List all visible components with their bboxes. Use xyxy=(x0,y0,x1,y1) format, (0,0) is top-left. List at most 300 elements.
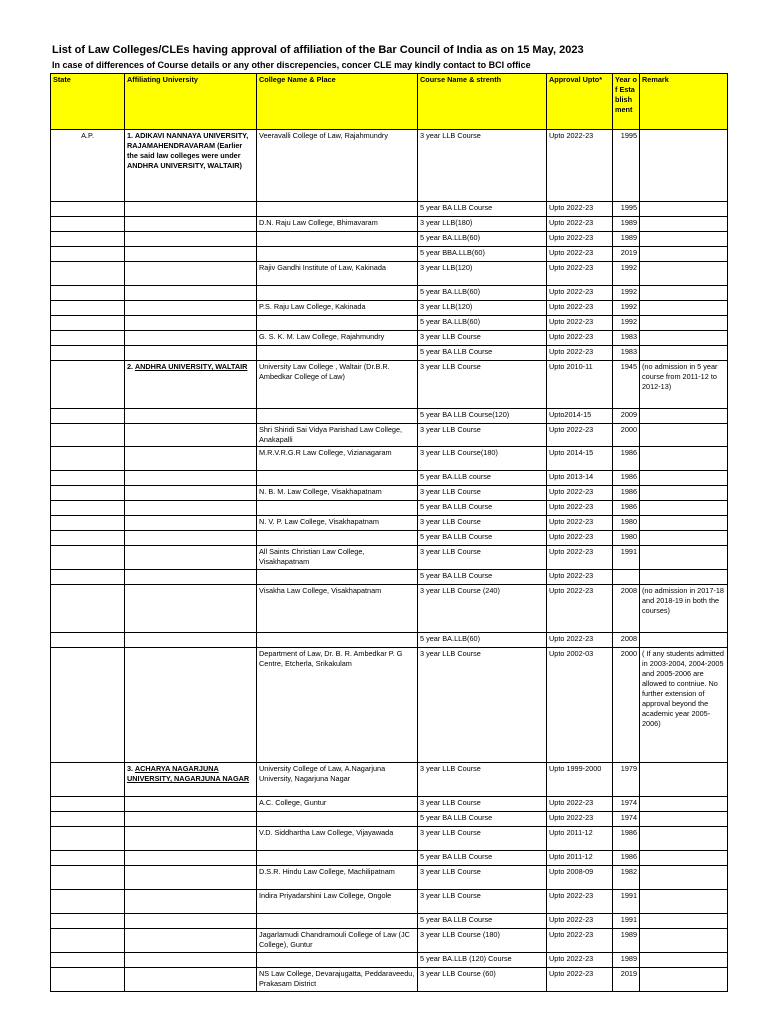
university-cell xyxy=(125,301,257,316)
course-cell: 3 year LLB Course xyxy=(418,424,547,447)
approval-cell: Upto 2022-23 xyxy=(547,346,613,361)
approval-cell: Upto 2008-09 xyxy=(547,866,613,890)
state-cell xyxy=(51,968,125,992)
table-row xyxy=(51,827,728,851)
approval-cell: Upto 2002-03 xyxy=(547,648,613,763)
state-cell xyxy=(51,797,125,812)
course-cell: 3 year LLB Course xyxy=(418,648,547,763)
approval-cell: Upto 2022-23 xyxy=(547,546,613,570)
college-cell xyxy=(257,471,418,486)
remark-cell xyxy=(640,217,728,232)
course-cell: 5 year BA LLB Course xyxy=(418,914,547,929)
university-cell xyxy=(125,531,257,546)
college-cell: P.S. Raju Law College, Kakinada xyxy=(257,301,418,316)
state-cell xyxy=(51,546,125,570)
header-university: Affiliating University xyxy=(125,74,257,130)
state-cell: A.P. xyxy=(51,130,125,202)
remark-cell xyxy=(640,633,728,648)
year-cell: 1980 xyxy=(613,531,640,546)
college-cell: D.N. Raju Law College, Bhimavaram xyxy=(257,217,418,232)
table-row xyxy=(51,929,728,953)
college-cell xyxy=(257,851,418,866)
table-row xyxy=(51,531,728,546)
state-cell xyxy=(51,471,125,486)
course-cell: 3 year LLB Course(180) xyxy=(418,447,547,471)
remark-cell xyxy=(640,546,728,570)
approval-cell: Upto 1999-2000 xyxy=(547,763,613,797)
remark-cell xyxy=(640,866,728,890)
college-cell: All Saints Christian Law College, Visakhapatnam xyxy=(257,546,418,570)
remark-cell xyxy=(640,316,728,331)
college-cell: University Law College , Waltair (Dr.B.R. Ambedkar College of Law) xyxy=(257,361,418,409)
remark-cell xyxy=(640,797,728,812)
remark-cell xyxy=(640,232,728,247)
remark-cell xyxy=(640,471,728,486)
state-cell xyxy=(51,929,125,953)
university-cell xyxy=(125,929,257,953)
course-cell: 3 year LLB Course xyxy=(418,763,547,797)
approval-cell: Upto 2011-12 xyxy=(547,827,613,851)
remark-cell: (no admission in 2017-18 and 2018-19 in both the courses) xyxy=(640,585,728,633)
approval-cell: Upto 2022-23 xyxy=(547,262,613,286)
course-cell: 3 year LLB Course (60) xyxy=(418,968,547,992)
approval-cell: Upto 2022-23 xyxy=(547,316,613,331)
remark-cell xyxy=(640,301,728,316)
table-row xyxy=(51,217,728,232)
year-cell: 1986 xyxy=(613,447,640,471)
year-cell: 1983 xyxy=(613,331,640,346)
table-row xyxy=(51,968,728,992)
course-cell: 3 year LLB Course xyxy=(418,797,547,812)
remark-cell: (no admission in 5 year course from 2011-12 to 2012-13) xyxy=(640,361,728,409)
university-cell xyxy=(125,346,257,361)
university-cell xyxy=(125,953,257,968)
header-remark: Remark xyxy=(640,74,728,130)
year-cell: 2019 xyxy=(613,968,640,992)
college-cell: Department of Law, Dr. B. R. Ambedkar P. G Centre, Etcherla, Srikakulam xyxy=(257,648,418,763)
table-row xyxy=(51,570,728,585)
course-cell: 3 year LLB Course xyxy=(418,130,547,202)
state-cell xyxy=(51,953,125,968)
college-cell: N. V. P. Law College, Visakhapatnam xyxy=(257,516,418,531)
year-cell: 2008 xyxy=(613,633,640,648)
table-row xyxy=(51,797,728,812)
table-row xyxy=(51,516,728,531)
approval-cell: Upto 2022-23 xyxy=(547,247,613,262)
colleges-table xyxy=(50,73,728,992)
table-row xyxy=(51,486,728,501)
year-cell: 2000 xyxy=(613,424,640,447)
university-cell xyxy=(125,447,257,471)
university-cell xyxy=(125,570,257,585)
year-cell: 1974 xyxy=(613,812,640,827)
remark-cell xyxy=(640,570,728,585)
course-cell: 3 year LLB(120) xyxy=(418,262,547,286)
state-cell xyxy=(51,570,125,585)
university-cell xyxy=(125,409,257,424)
remark-cell xyxy=(640,827,728,851)
state-cell xyxy=(51,316,125,331)
university-cell xyxy=(125,797,257,812)
year-cell: 1992 xyxy=(613,286,640,301)
year-cell: 1989 xyxy=(613,953,640,968)
approval-cell: Upto 2022-23 xyxy=(547,585,613,633)
university-cell xyxy=(125,286,257,301)
remark-cell xyxy=(640,486,728,501)
table-row xyxy=(51,409,728,424)
college-cell xyxy=(257,953,418,968)
year-cell: 1991 xyxy=(613,890,640,914)
approval-cell: Upto 2022-23 xyxy=(547,812,613,827)
university-cell xyxy=(125,633,257,648)
year-cell: 1986 xyxy=(613,501,640,516)
approval-cell: Upto 2022-23 xyxy=(547,953,613,968)
document-subtitle: In case of differences of Course details or any other discrepencies, concer CLE may kindly contact to BCI office xyxy=(52,60,531,70)
approval-cell: Upto 2022-23 xyxy=(547,570,613,585)
state-cell xyxy=(51,914,125,929)
remark-cell xyxy=(640,763,728,797)
college-cell: Shri Shiridi Sai Vidya Parishad Law College, Anakapalli xyxy=(257,424,418,447)
header-year: Year of Establishment xyxy=(613,74,640,130)
approval-cell: Upto 2014-15 xyxy=(547,447,613,471)
table-row xyxy=(51,286,728,301)
college-cell: Jagarlamudi Chandramouli College of Law (JC College), Guntur xyxy=(257,929,418,953)
college-cell xyxy=(257,316,418,331)
state-cell xyxy=(51,286,125,301)
state-cell xyxy=(51,633,125,648)
college-cell xyxy=(257,346,418,361)
table-row xyxy=(51,851,728,866)
approval-cell: Upto 2022-23 xyxy=(547,424,613,447)
table-row xyxy=(51,812,728,827)
remark-cell: ( If any students admitted in 2003-2004, 2004-2005 and 2005-2006 are allowed to contniue. No further extension of approval beyond the academic year 2005-2006) xyxy=(640,648,728,763)
college-cell: NS Law College, Devarajugatta, Peddaraveedu, Prakasam District xyxy=(257,968,418,992)
remark-cell xyxy=(640,531,728,546)
course-cell: 3 year LLB Course xyxy=(418,331,547,346)
state-cell xyxy=(51,531,125,546)
approval-cell: Upto 2022-23 xyxy=(547,633,613,648)
university-cell xyxy=(125,130,257,202)
state-cell xyxy=(51,812,125,827)
university-cell xyxy=(125,486,257,501)
course-cell: 5 year BBA.LLB(60) xyxy=(418,247,547,262)
year-cell: 1995 xyxy=(613,202,640,217)
college-cell xyxy=(257,202,418,217)
course-cell: 3 year LLB Course xyxy=(418,890,547,914)
table-row xyxy=(51,301,728,316)
state-cell xyxy=(51,247,125,262)
table-row xyxy=(51,202,728,217)
state-cell xyxy=(51,331,125,346)
college-cell xyxy=(257,531,418,546)
approval-cell: Upto 2022-23 xyxy=(547,331,613,346)
university-cell xyxy=(125,546,257,570)
university-cell xyxy=(125,202,257,217)
state-cell xyxy=(51,648,125,763)
course-cell: 5 year BA LLB Course xyxy=(418,501,547,516)
remark-cell xyxy=(640,516,728,531)
table-row xyxy=(51,953,728,968)
remark-cell xyxy=(640,202,728,217)
state-cell xyxy=(51,202,125,217)
remark-cell xyxy=(640,247,728,262)
course-cell: 3 year LLB Course (240) xyxy=(418,585,547,633)
remark-cell xyxy=(640,851,728,866)
university-cell xyxy=(125,501,257,516)
remark-cell xyxy=(640,890,728,914)
course-cell: 3 year LLB Course xyxy=(418,546,547,570)
university-name: ADIKAVI NANNAYA UNIVERSITY, RAJAMAHENDRAVARAM (Earlier the said law colleges were under ANDHRA UNIVERSITY, WALTAIR) xyxy=(127,131,249,170)
year-cell: 2000 xyxy=(613,648,640,763)
college-cell: D.S.R. Hindu Law College, Machilipatnam xyxy=(257,866,418,890)
university-cell xyxy=(125,812,257,827)
course-cell: 5 year BA.LLB(60) xyxy=(418,316,547,331)
college-cell xyxy=(257,286,418,301)
university-cell xyxy=(125,471,257,486)
course-cell: 3 year LLB Course xyxy=(418,866,547,890)
approval-cell: Upto 2022-23 xyxy=(547,968,613,992)
year-cell: 1992 xyxy=(613,301,640,316)
year-cell: 1986 xyxy=(613,471,640,486)
state-cell xyxy=(51,585,125,633)
year-cell: 1986 xyxy=(613,851,640,866)
course-cell: 5 year BA LLB Course xyxy=(418,812,547,827)
approval-cell: Upto 2022-23 xyxy=(547,301,613,316)
course-cell: 5 year BA LLB Course xyxy=(418,851,547,866)
remark-cell xyxy=(640,447,728,471)
course-cell: 3 year LLB(180) xyxy=(418,217,547,232)
university-cell xyxy=(125,763,257,797)
college-cell: G. S. K. M. Law College, Rajahmundry xyxy=(257,331,418,346)
year-cell: 1995 xyxy=(613,130,640,202)
course-cell: 5 year BA LLB Course xyxy=(418,346,547,361)
university-cell xyxy=(125,648,257,763)
college-cell: Rajiv Gandhi Institute of Law, Kakinada xyxy=(257,262,418,286)
course-cell: 5 year BA.LLB(60) xyxy=(418,633,547,648)
college-cell xyxy=(257,570,418,585)
year-cell: 1991 xyxy=(613,914,640,929)
state-cell xyxy=(51,447,125,471)
college-cell xyxy=(257,812,418,827)
table-row xyxy=(51,890,728,914)
table-row xyxy=(51,546,728,570)
table-row xyxy=(51,361,728,409)
table-row xyxy=(51,866,728,890)
table-row xyxy=(51,424,728,447)
state-cell xyxy=(51,346,125,361)
remark-cell xyxy=(640,409,728,424)
approval-cell: Upto 2022-23 xyxy=(547,501,613,516)
university-cell xyxy=(125,217,257,232)
year-cell: 1991 xyxy=(613,546,640,570)
approval-cell: Upto 2022-23 xyxy=(547,486,613,501)
university-cell xyxy=(125,851,257,866)
course-cell: 5 year BA.LLB (120) Course xyxy=(418,953,547,968)
table-row xyxy=(51,501,728,516)
year-cell: 1979 xyxy=(613,763,640,797)
table-row xyxy=(51,316,728,331)
table-row xyxy=(51,633,728,648)
approval-cell: Upto 2013-14 xyxy=(547,471,613,486)
year-cell: 1983 xyxy=(613,346,640,361)
state-cell xyxy=(51,763,125,797)
college-cell: University College of Law, A.Nagarjuna University, Nagarjuna Nagar xyxy=(257,763,418,797)
table-row xyxy=(51,346,728,361)
university-cell xyxy=(125,585,257,633)
approval-cell: Upto 2022-23 xyxy=(547,217,613,232)
remark-cell xyxy=(640,929,728,953)
course-cell: 5 year BA.LLB course xyxy=(418,471,547,486)
course-cell: 5 year BA LLB Course xyxy=(418,531,547,546)
approval-cell: Upto2014-15 xyxy=(547,409,613,424)
university-name: ACHARYA NAGARJUNA UNIVERSITY, NAGARJUNA NAGAR xyxy=(127,764,250,783)
approval-cell: Upto 2022-23 xyxy=(547,797,613,812)
table-row xyxy=(51,130,728,202)
approval-cell: Upto 2022-23 xyxy=(547,232,613,247)
state-cell xyxy=(51,409,125,424)
year-cell: 1982 xyxy=(613,866,640,890)
header-approval: Approval Upto* xyxy=(547,74,613,130)
college-cell: M.R.V.R.G.R Law College, Vizianagaram xyxy=(257,447,418,471)
approval-cell: Upto 2022-23 xyxy=(547,531,613,546)
university-name: ANDHRA UNIVERSITY, WALTAIR xyxy=(134,362,248,371)
college-cell: Veeravalli College of Law, Rajahmundry xyxy=(257,130,418,202)
course-cell: 3 year LLB Course xyxy=(418,486,547,501)
state-cell xyxy=(51,217,125,232)
university-cell xyxy=(125,331,257,346)
remark-cell xyxy=(640,914,728,929)
state-cell xyxy=(51,361,125,409)
header-row xyxy=(51,74,728,130)
year-cell: 1989 xyxy=(613,929,640,953)
year-cell: 1986 xyxy=(613,486,640,501)
approval-cell: Upto 2011-12 xyxy=(547,851,613,866)
state-cell xyxy=(51,501,125,516)
table-row xyxy=(51,648,728,763)
university-cell xyxy=(125,232,257,247)
remark-cell xyxy=(640,953,728,968)
college-cell: V.D. Siddhartha Law College, Vijayawada xyxy=(257,827,418,851)
college-cell xyxy=(257,914,418,929)
header-state: State xyxy=(51,74,125,130)
table-row xyxy=(51,763,728,797)
approval-cell: Upto 2022-23 xyxy=(547,914,613,929)
year-cell: 1986 xyxy=(613,827,640,851)
university-cell xyxy=(125,361,257,409)
university-cell xyxy=(125,827,257,851)
college-cell xyxy=(257,633,418,648)
college-cell xyxy=(257,247,418,262)
remark-cell xyxy=(640,968,728,992)
year-cell: 2008 xyxy=(613,585,640,633)
state-cell xyxy=(51,827,125,851)
table-row xyxy=(51,447,728,471)
year-cell: 2009 xyxy=(613,409,640,424)
university-number: 3. xyxy=(127,764,134,773)
year-cell: 1992 xyxy=(613,316,640,331)
state-cell xyxy=(51,516,125,531)
college-cell: Indira Priyadarshini Law College, Ongole xyxy=(257,890,418,914)
university-cell xyxy=(125,316,257,331)
header-college: College Name & Place xyxy=(257,74,418,130)
remark-cell xyxy=(640,812,728,827)
course-cell: 5 year BA LLB Course xyxy=(418,570,547,585)
remark-cell xyxy=(640,331,728,346)
course-cell: 3 year LLB Course (180) xyxy=(418,929,547,953)
year-cell: 1974 xyxy=(613,797,640,812)
table-row xyxy=(51,247,728,262)
year-cell: 1989 xyxy=(613,232,640,247)
year-cell: 1980 xyxy=(613,516,640,531)
state-cell xyxy=(51,424,125,447)
table-row xyxy=(51,471,728,486)
approval-cell: Upto 2010-11 xyxy=(547,361,613,409)
state-cell xyxy=(51,890,125,914)
state-cell xyxy=(51,486,125,501)
approval-cell: Upto 2022-23 xyxy=(547,286,613,301)
remark-cell xyxy=(640,424,728,447)
college-cell xyxy=(257,501,418,516)
table-row xyxy=(51,331,728,346)
table-row xyxy=(51,914,728,929)
course-cell: 5 year BA LLB Course xyxy=(418,202,547,217)
year-cell: 2019 xyxy=(613,247,640,262)
college-cell: Visakha Law College, Visakhapatnam xyxy=(257,585,418,633)
year-cell xyxy=(613,570,640,585)
header-course: Course Name & strenth xyxy=(418,74,547,130)
table-row xyxy=(51,232,728,247)
approval-cell: Upto 2022-23 xyxy=(547,890,613,914)
document-title: List of Law Colleges/CLEs having approval of affiliation of the Bar Council of India as on 15 May, 2023 xyxy=(52,44,584,56)
university-cell xyxy=(125,516,257,531)
year-cell: 1945 xyxy=(613,361,640,409)
university-cell xyxy=(125,914,257,929)
college-cell: N. B. M. Law College, Visakhapatnam xyxy=(257,486,418,501)
course-cell: 3 year LLB(120) xyxy=(418,301,547,316)
remark-cell xyxy=(640,286,728,301)
university-cell xyxy=(125,890,257,914)
remark-cell xyxy=(640,501,728,516)
state-cell xyxy=(51,301,125,316)
approval-cell: Upto 2022-23 xyxy=(547,202,613,217)
year-cell: 1992 xyxy=(613,262,640,286)
college-cell xyxy=(257,409,418,424)
year-cell: 1989 xyxy=(613,217,640,232)
state-cell xyxy=(51,866,125,890)
remark-cell xyxy=(640,130,728,202)
college-cell xyxy=(257,232,418,247)
approval-cell: Upto 2022-23 xyxy=(547,130,613,202)
state-cell xyxy=(51,851,125,866)
state-cell xyxy=(51,232,125,247)
university-cell xyxy=(125,968,257,992)
course-cell: 3 year LLB Course xyxy=(418,516,547,531)
remark-cell xyxy=(640,262,728,286)
course-cell: 5 year BA LLB Course(120) xyxy=(418,409,547,424)
table-row xyxy=(51,585,728,633)
university-cell xyxy=(125,247,257,262)
course-cell: 5 year BA.LLB(60) xyxy=(418,286,547,301)
course-cell: 5 year BA.LLB(60) xyxy=(418,232,547,247)
approval-cell: Upto 2022-23 xyxy=(547,516,613,531)
college-cell: A.C. College, Guntur xyxy=(257,797,418,812)
approval-cell: Upto 2022-23 xyxy=(547,929,613,953)
course-cell: 3 year LLB Course xyxy=(418,361,547,409)
table-row xyxy=(51,262,728,286)
university-cell xyxy=(125,262,257,286)
state-cell xyxy=(51,262,125,286)
university-cell xyxy=(125,866,257,890)
